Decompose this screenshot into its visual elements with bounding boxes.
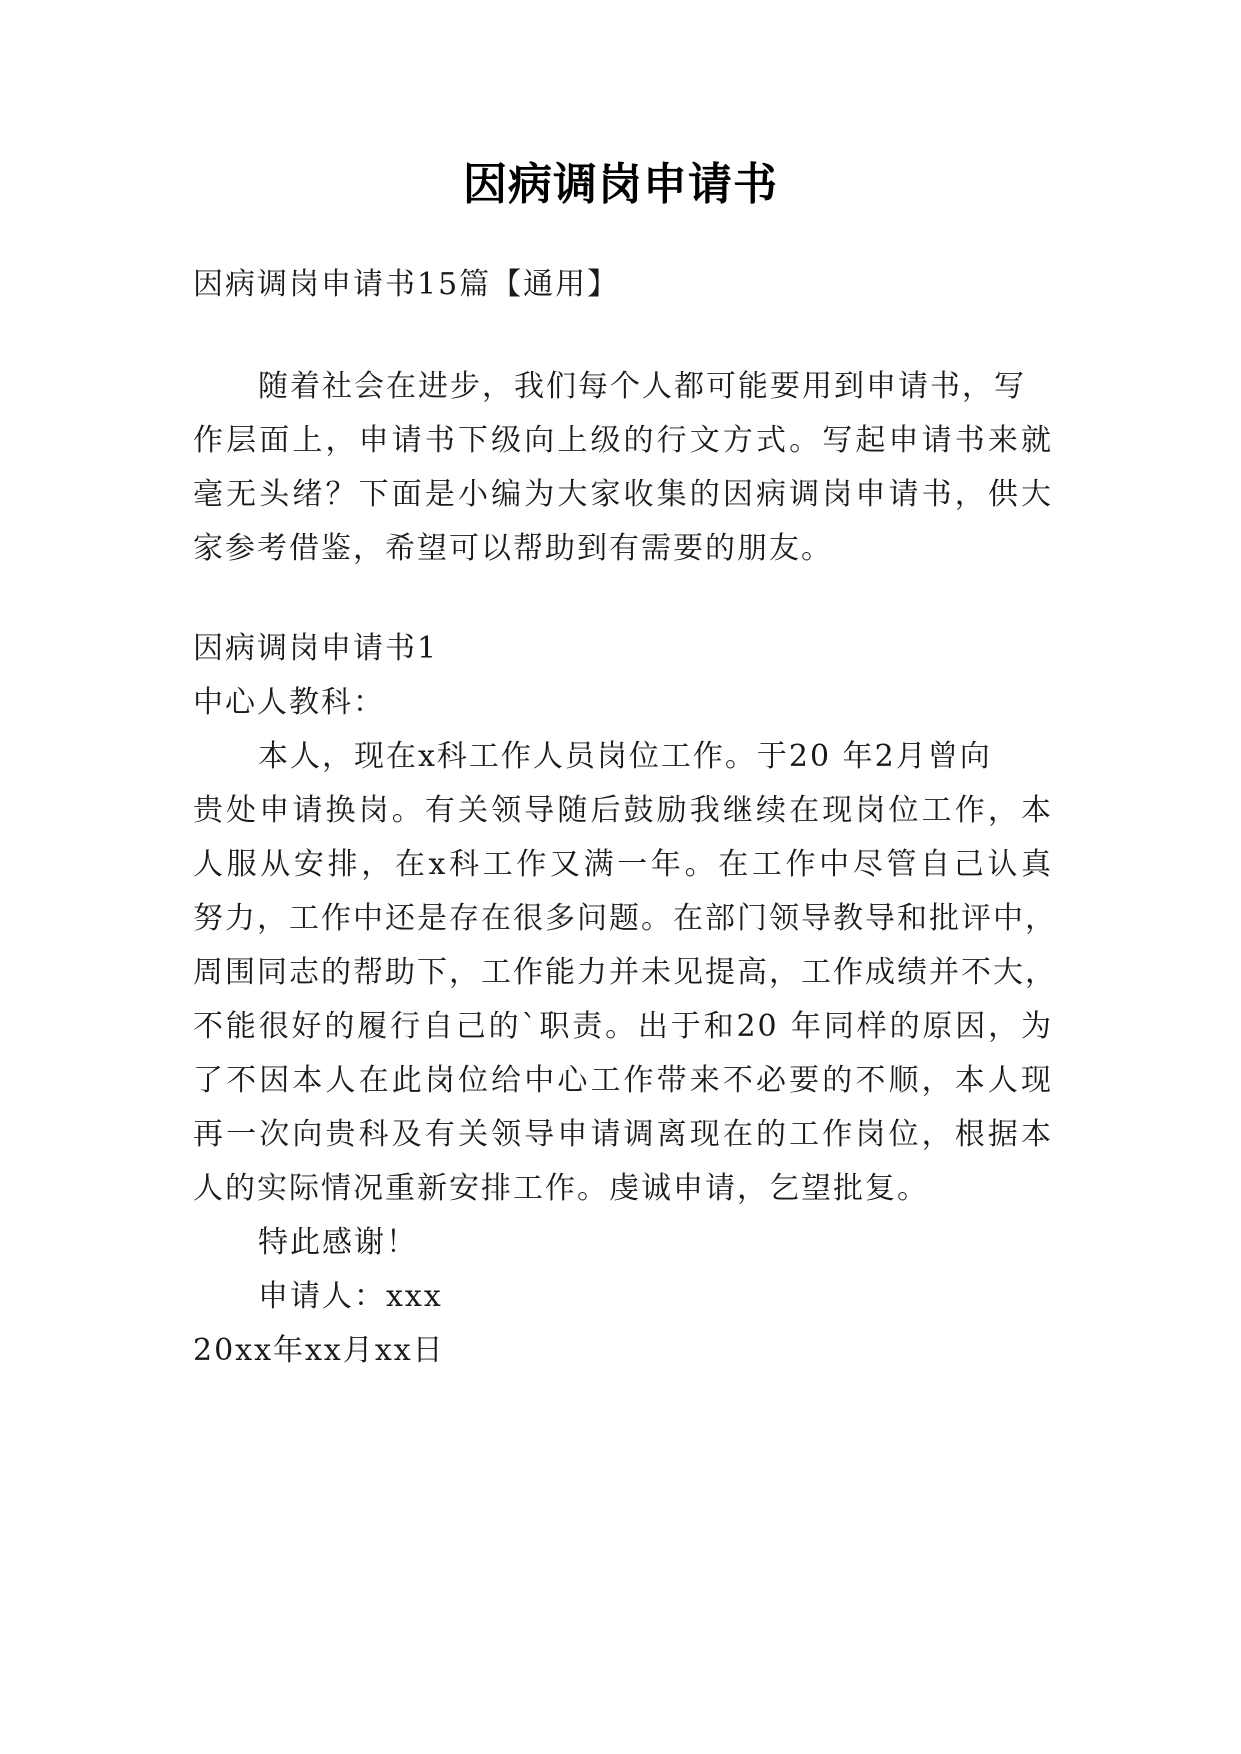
body-line-6: 不能很好的履行自己的`职责。出于和20 年同样的原因，为 — [193, 1009, 1053, 1044]
document-date: 20xx年xx月xx日 — [193, 1333, 445, 1368]
body-line-4: 努力，工作中还是存在很多问题。在部门领导教导和批评中， — [193, 901, 1057, 936]
intro-line-3: 毫无头绪？下面是小编为大家收集的因病调岗申请书，供大 — [193, 477, 1053, 512]
body-line-7: 了不因本人在此岗位给中心工作带来不必要的不顺，本人现 — [193, 1063, 1053, 1098]
body-line-9: 人的实际情况重新安排工作。虔诚申请，乞望批复。 — [193, 1171, 929, 1206]
intro-line-1: 随着社会在进步，我们每个人都可能要用到申请书，写 — [258, 369, 1026, 404]
body-line-8: 再一次向贵科及有关领导申请调离现在的工作岗位，根据本 — [193, 1117, 1053, 1152]
body-line-5: 周围同志的帮助下，工作能力并未见提高，工作成绩并不大， — [193, 955, 1057, 990]
intro-line-2: 作层面上，申请书下级向上级的行文方式。写起申请书来就 — [193, 423, 1053, 458]
closing-thanks: 特此感谢！ — [258, 1225, 418, 1260]
document-subtitle: 因病调岗申请书15篇【通用】 — [193, 267, 620, 302]
document-title: 因病调岗申请书 — [463, 159, 778, 210]
body-line-1: 本人，现在x科工作人员岗位工作。于20 年2月曾向 — [258, 739, 992, 774]
section-heading: 因病调岗申请书1 — [193, 631, 439, 666]
body-line-2: 贵处申请换岗。有关领导随后鼓励我继续在现岗位工作，本 — [193, 793, 1053, 828]
applicant-signature: 申请人：xxx — [258, 1279, 443, 1314]
salutation: 中心人教科： — [193, 685, 385, 720]
body-line-3: 人服从安排，在x科工作又满一年。在工作中尽管自己认真 — [193, 847, 1053, 882]
intro-line-4: 家参考借鉴，希望可以帮助到有需要的朋友。 — [193, 531, 833, 566]
